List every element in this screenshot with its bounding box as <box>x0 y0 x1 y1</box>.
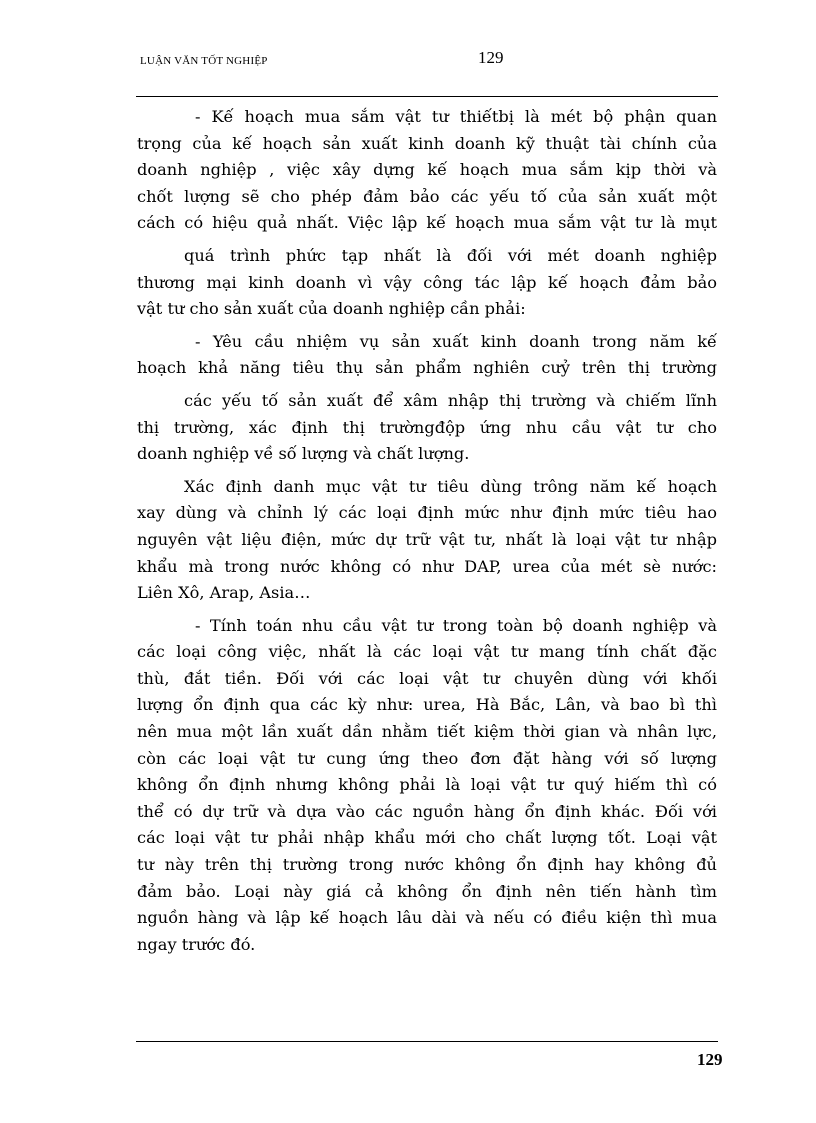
text-line: thù, đắt tiền. Đối với các loại vật tư chuyên dùng với khối <box>137 668 717 688</box>
text-line: chốt lượng sẽ cho phép đảm bảo các yếu tố của sản xuất một <box>137 186 717 206</box>
text-line: - Yêu cầu nhiệm vụ sản xuất kinh doanh trong năm kế <box>195 331 717 351</box>
text-line: Xác định danh mục vật tư tiêu dùng trông năm kế hoạch <box>184 476 717 496</box>
text-line: các loại công việc, nhất là các loại vật tư mang tính chất đặc <box>137 642 717 662</box>
text-line: trọng của kế hoạch sản xuất kinh doanh kỹ thuật tài chính của <box>137 133 717 153</box>
text-line: - Tính toán nhu cầu vật tư trong toàn bộ doanh nghiệp và <box>195 615 717 635</box>
text-line: khẩu mà trong nước không có như DAP, urea của mét sè nước: <box>137 556 717 576</box>
text-line: cách có hiệu quả nhất. Việc lập kế hoạch mua sắm vật tư là mụt <box>137 213 717 233</box>
text-line: tư này trên thị trường trong nước không ổn định hay không đủ <box>137 855 717 875</box>
document-body <box>137 104 717 958</box>
paragraph <box>137 329 717 382</box>
text-line: thương mại kinh doanh vì vậy công tác lập kế hoạch đảm bảo <box>137 272 717 292</box>
paragraph <box>137 613 717 959</box>
text-line: các loại vật tư phải nhập khẩu mới cho chất lượng tốt. Loại vật <box>137 828 717 848</box>
text-line: đảm bảo. Loại này giá cả không ổn định nên tiến hành tìm <box>137 881 717 901</box>
text-line: quá trình phức tạp nhất là đối với mét doanh nghiệp <box>184 245 717 265</box>
text-line: Liên Xô, Arap, Asia… <box>137 583 311 603</box>
text-line: doanh nghiệp về số lượng và chất lượng. <box>137 444 470 464</box>
text-line: các yếu tố sản xuất để xâm nhập thị trường và chiếm lĩnh <box>184 390 717 410</box>
text-line: không ổn định nhưng không phải là loại vật tư quý hiếm thì có <box>137 775 717 795</box>
header-page-number: 129 <box>478 48 504 67</box>
footer-page-number: 129 <box>697 1050 723 1069</box>
text-line: vật tư cho sản xuất của doanh nghiệp cần phải: <box>137 299 526 319</box>
text-line: thể có dự trữ và dựa vào các nguồn hàng ổn định khác. Đối với <box>137 801 717 821</box>
text-line: lượng ổn định qua các kỳ như: urea, Hà Bắc, Lân, và bao bì thì <box>137 695 717 715</box>
paragraph <box>137 388 717 468</box>
text-line: nguồn hàng và lập kế hoạch lâu dài và nếu có điều kiện thì mua <box>137 908 717 928</box>
text-line: thị trường, xác định thị trườngđộp ứng nhu cầu vật tư cho <box>137 417 717 437</box>
running-header-title: LUẬN VĂN TỐT NGHIỆP <box>140 55 268 67</box>
header-divider <box>136 96 718 97</box>
text-line: ngay trước đó. <box>137 934 256 954</box>
paragraph <box>137 243 717 323</box>
text-line: hoạch khả năng tiêu thụ sản phẩm nghiên cưỷ trên thị trường <box>137 358 717 378</box>
text-line: xay dùng và chỉnh lý các loại định mức như định mức tiêu hao <box>137 503 717 523</box>
text-line: doanh nghiệp , việc xây dựng kế hoạch mua sắm kịp thời và <box>137 160 717 180</box>
text-line: nên mua một lần xuất dần nhằm tiết kiệm thời gian và nhân lực, <box>137 722 717 742</box>
text-line: nguyên vật liệu điện, mức dự trữ vật tư, nhất là loại vật tư nhập <box>137 529 717 549</box>
text-line: - Kế hoạch mua sắm vật tư thiếtbị là mét bộ phận quan <box>195 107 717 126</box>
paragraph <box>137 104 717 237</box>
text-line: còn các loại vật tư cung ứng theo đơn đặt hàng với số lượng <box>137 748 717 768</box>
paragraph <box>137 474 717 607</box>
footer-divider <box>136 1041 718 1042</box>
